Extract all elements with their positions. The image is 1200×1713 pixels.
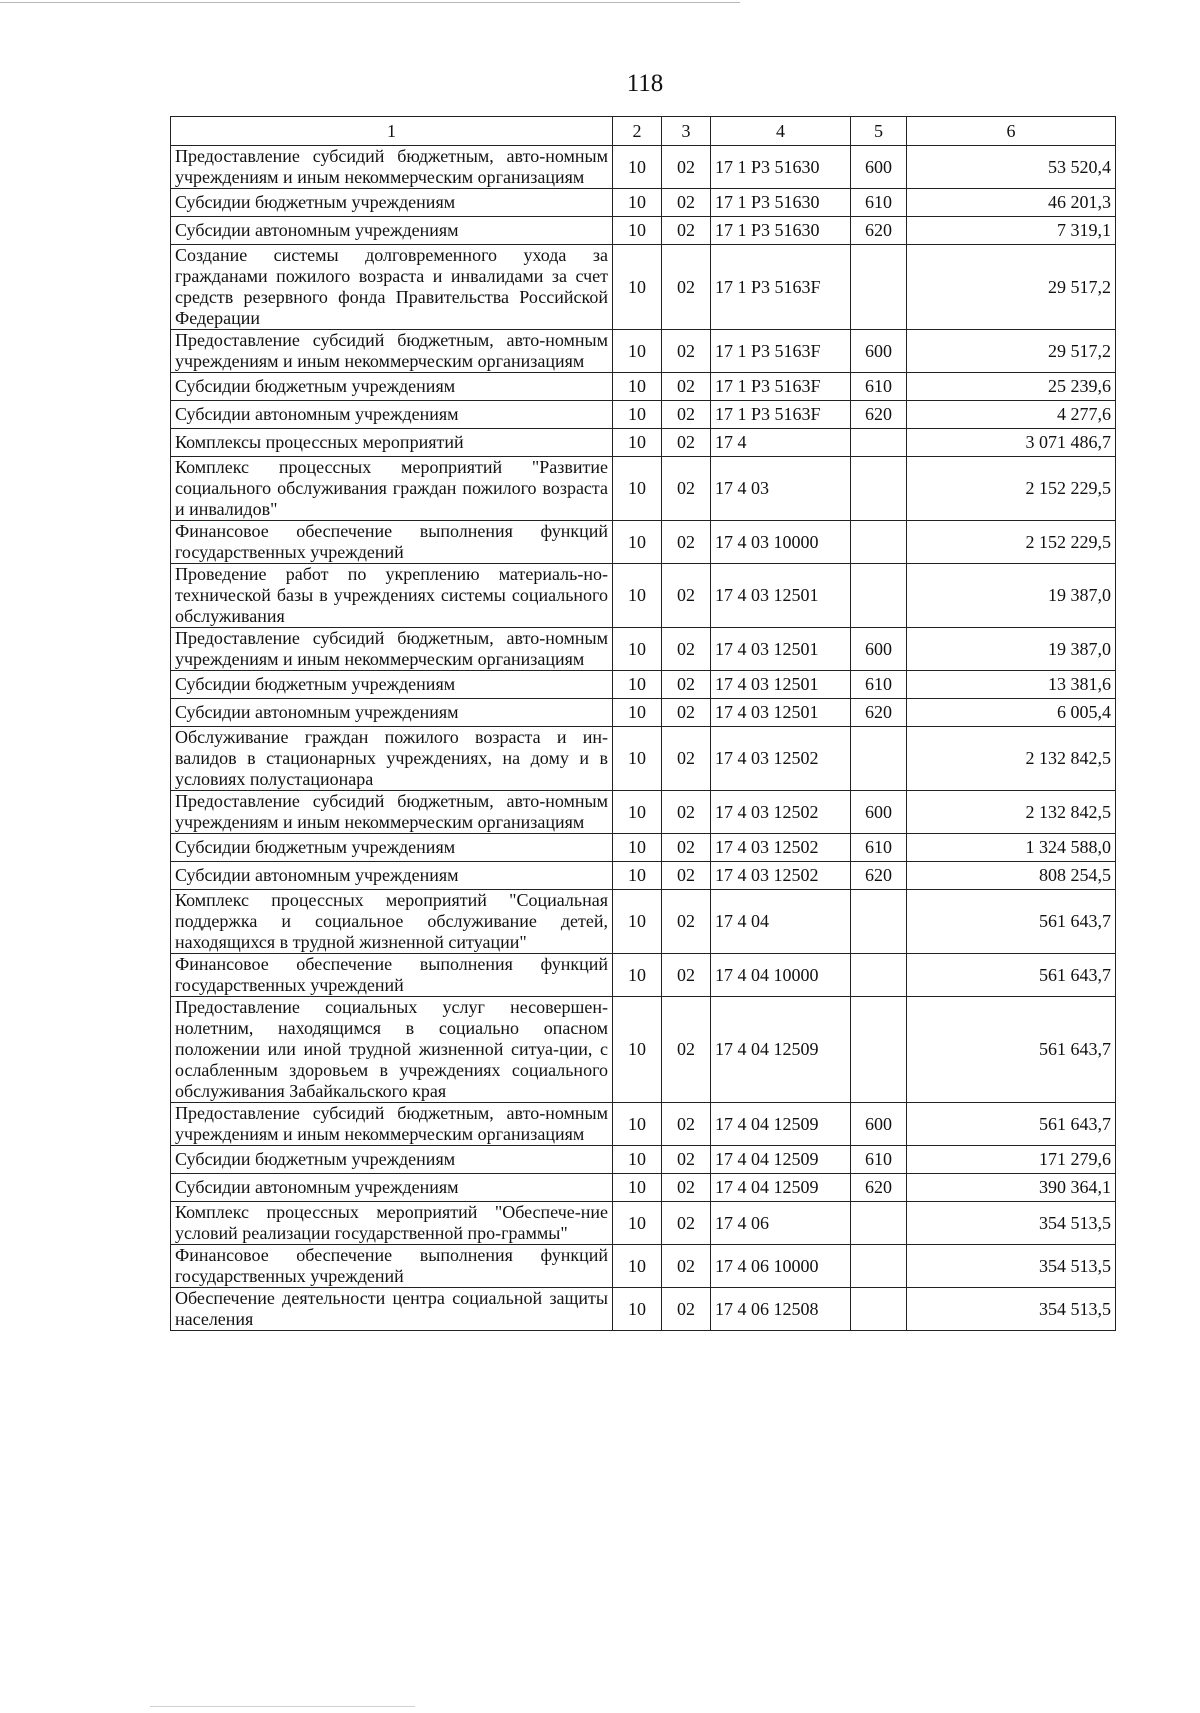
cell-expense-type: 620 xyxy=(851,699,907,727)
cell-subsection: 02 xyxy=(662,330,711,373)
cell-amount: 6 005,4 xyxy=(907,699,1116,727)
cell-name: Субсидии автономным учреждениям xyxy=(171,1174,613,1202)
cell-name: Предоставление субсидий бюджетным, авто-номным учреждениям и иным некоммерческим организациям xyxy=(171,791,613,834)
cell-name: Предоставление субсидий бюджетным, авто-номным учреждениям и иным некоммерческим организациям xyxy=(171,628,613,671)
cell-subsection: 02 xyxy=(662,1288,711,1331)
cell-section: 10 xyxy=(613,521,662,564)
table-row xyxy=(171,834,1116,862)
cell-section: 10 xyxy=(613,671,662,699)
cell-amount: 390 364,1 xyxy=(907,1174,1116,1202)
cell-amount: 171 279,6 xyxy=(907,1146,1116,1174)
table-row xyxy=(171,373,1116,401)
cell-amount: 561 643,7 xyxy=(907,997,1116,1103)
cell-name: Проведение работ по укреплению материаль-но-технической базы в учреждениях системы социального обслуживания xyxy=(171,564,613,628)
cell-target-article: 17 4 04 12509 xyxy=(711,997,851,1103)
scan-edge-line xyxy=(150,1706,415,1707)
cell-expense-type xyxy=(851,429,907,457)
cell-target-article: 17 4 03 12502 xyxy=(711,791,851,834)
cell-section: 10 xyxy=(613,564,662,628)
cell-name: Субсидии автономным учреждениям xyxy=(171,217,613,245)
cell-section: 10 xyxy=(613,401,662,429)
cell-name: Комплексы процессных мероприятий xyxy=(171,429,613,457)
cell-name: Предоставление социальных услуг несовершен-нолетним, находящимся в социально опасном положении или иной трудной жизненной ситуа-ции, с ослабленным здоровьем в учреждениях социального обслуживания Забайкальского края xyxy=(171,997,613,1103)
cell-subsection: 02 xyxy=(662,217,711,245)
cell-target-article: 17 4 03 xyxy=(711,457,851,521)
cell-amount: 808 254,5 xyxy=(907,862,1116,890)
table-row xyxy=(171,1146,1116,1174)
cell-subsection: 02 xyxy=(662,373,711,401)
cell-subsection: 02 xyxy=(662,890,711,954)
cell-expense-type: 610 xyxy=(851,189,907,217)
cell-subsection: 02 xyxy=(662,429,711,457)
cell-expense-type: 610 xyxy=(851,671,907,699)
cell-expense-type: 620 xyxy=(851,1174,907,1202)
table-row xyxy=(171,429,1116,457)
cell-section: 10 xyxy=(613,1146,662,1174)
cell-expense-type: 600 xyxy=(851,628,907,671)
cell-target-article: 17 1 Р3 51630 xyxy=(711,189,851,217)
table-row xyxy=(171,727,1116,791)
cell-expense-type: 610 xyxy=(851,373,907,401)
cell-amount: 3 071 486,7 xyxy=(907,429,1116,457)
cell-expense-type xyxy=(851,954,907,997)
cell-expense-type xyxy=(851,1202,907,1245)
column-header-section: 2 xyxy=(613,117,662,146)
cell-target-article: 17 4 04 10000 xyxy=(711,954,851,997)
cell-target-article: 17 4 03 12501 xyxy=(711,699,851,727)
cell-subsection: 02 xyxy=(662,997,711,1103)
cell-amount: 25 239,6 xyxy=(907,373,1116,401)
cell-subsection: 02 xyxy=(662,401,711,429)
table-row xyxy=(171,564,1116,628)
cell-amount: 561 643,7 xyxy=(907,954,1116,997)
cell-target-article: 17 4 03 12501 xyxy=(711,564,851,628)
cell-section: 10 xyxy=(613,1103,662,1146)
cell-name: Финансовое обеспечение выполнения функций государственных учреждений xyxy=(171,954,613,997)
cell-target-article: 17 4 03 12502 xyxy=(711,862,851,890)
cell-amount: 2 132 842,5 xyxy=(907,727,1116,791)
scan-edge-line xyxy=(0,2,740,3)
table-row xyxy=(171,1202,1116,1245)
table-row xyxy=(171,217,1116,245)
cell-name: Комплекс процессных мероприятий "Обеспече-ние условий реализации государственной про-граммы" xyxy=(171,1202,613,1245)
cell-expense-type xyxy=(851,245,907,330)
table-row xyxy=(171,862,1116,890)
table-row xyxy=(171,890,1116,954)
cell-expense-type: 610 xyxy=(851,834,907,862)
cell-amount: 1 324 588,0 xyxy=(907,834,1116,862)
cell-section: 10 xyxy=(613,429,662,457)
cell-section: 10 xyxy=(613,457,662,521)
cell-section: 10 xyxy=(613,954,662,997)
cell-expense-type xyxy=(851,1245,907,1288)
cell-section: 10 xyxy=(613,373,662,401)
cell-amount: 29 517,2 xyxy=(907,330,1116,373)
cell-name: Обслуживание граждан пожилого возраста и ин-валидов в стационарных учреждениях, на дому и в условиях полустационара xyxy=(171,727,613,791)
cell-expense-type: 620 xyxy=(851,862,907,890)
cell-section: 10 xyxy=(613,699,662,727)
cell-section: 10 xyxy=(613,628,662,671)
cell-name: Создание системы долговременного ухода за гражданами пожилого возраста и инвалидами за счет средств резервного фонда Правительства Российской Федерации xyxy=(171,245,613,330)
cell-subsection: 02 xyxy=(662,1245,711,1288)
cell-section: 10 xyxy=(613,189,662,217)
column-header-amount: 6 xyxy=(907,117,1116,146)
cell-target-article: 17 4 04 12509 xyxy=(711,1103,851,1146)
table-row xyxy=(171,699,1116,727)
cell-subsection: 02 xyxy=(662,671,711,699)
table-row xyxy=(171,671,1116,699)
cell-name: Комплекс процессных мероприятий "Развитие социального обслуживания граждан пожилого возраста и инвалидов" xyxy=(171,457,613,521)
cell-subsection: 02 xyxy=(662,628,711,671)
table-row xyxy=(171,1174,1116,1202)
cell-amount: 2 132 842,5 xyxy=(907,791,1116,834)
cell-amount: 561 643,7 xyxy=(907,890,1116,954)
cell-target-article: 17 1 Р3 5163F xyxy=(711,330,851,373)
cell-target-article: 17 4 03 12502 xyxy=(711,834,851,862)
cell-amount: 354 513,5 xyxy=(907,1202,1116,1245)
cell-amount: 7 319,1 xyxy=(907,217,1116,245)
cell-amount: 2 152 229,5 xyxy=(907,457,1116,521)
column-header-name: 1 xyxy=(171,117,613,146)
cell-subsection: 02 xyxy=(662,862,711,890)
cell-target-article: 17 4 03 12501 xyxy=(711,628,851,671)
cell-name: Обеспечение деятельности центра социальной защиты населения xyxy=(171,1288,613,1331)
cell-expense-type: 600 xyxy=(851,330,907,373)
cell-name: Субсидии бюджетным учреждениям xyxy=(171,671,613,699)
cell-name: Предоставление субсидий бюджетным, авто-номным учреждениям и иным некоммерческим организациям xyxy=(171,330,613,373)
cell-amount: 53 520,4 xyxy=(907,146,1116,189)
cell-target-article: 17 4 03 12502 xyxy=(711,727,851,791)
table-row xyxy=(171,1245,1116,1288)
cell-target-article: 17 4 04 12509 xyxy=(711,1174,851,1202)
cell-name: Предоставление субсидий бюджетным, авто-номным учреждениям и иным некоммерческим организациям xyxy=(171,146,613,189)
cell-name: Субсидии автономным учреждениям xyxy=(171,862,613,890)
cell-name: Субсидии бюджетным учреждениям xyxy=(171,373,613,401)
cell-name: Субсидии автономным учреждениям xyxy=(171,401,613,429)
cell-subsection: 02 xyxy=(662,189,711,217)
cell-target-article: 17 4 xyxy=(711,429,851,457)
cell-subsection: 02 xyxy=(662,457,711,521)
cell-name: Предоставление субсидий бюджетным, авто-номным учреждениям и иным некоммерческим организациям xyxy=(171,1103,613,1146)
cell-section: 10 xyxy=(613,146,662,189)
cell-section: 10 xyxy=(613,997,662,1103)
cell-target-article: 17 1 Р3 5163F xyxy=(711,245,851,330)
cell-name: Субсидии автономным учреждениям xyxy=(171,699,613,727)
cell-section: 10 xyxy=(613,1288,662,1331)
cell-target-article: 17 4 06 xyxy=(711,1202,851,1245)
cell-expense-type xyxy=(851,890,907,954)
cell-subsection: 02 xyxy=(662,791,711,834)
table-row xyxy=(171,791,1116,834)
cell-name: Субсидии бюджетным учреждениям xyxy=(171,1146,613,1174)
cell-target-article: 17 4 03 10000 xyxy=(711,521,851,564)
cell-section: 10 xyxy=(613,330,662,373)
table-row xyxy=(171,146,1116,189)
cell-section: 10 xyxy=(613,1202,662,1245)
column-header-subsection: 3 xyxy=(662,117,711,146)
cell-target-article: 17 4 04 xyxy=(711,890,851,954)
cell-expense-type xyxy=(851,521,907,564)
table-row xyxy=(171,401,1116,429)
cell-section: 10 xyxy=(613,791,662,834)
cell-subsection: 02 xyxy=(662,699,711,727)
cell-amount: 354 513,5 xyxy=(907,1288,1116,1331)
cell-amount: 354 513,5 xyxy=(907,1245,1116,1288)
table-row xyxy=(171,521,1116,564)
cell-subsection: 02 xyxy=(662,146,711,189)
column-header-expense-type: 5 xyxy=(851,117,907,146)
cell-section: 10 xyxy=(613,890,662,954)
cell-expense-type: 620 xyxy=(851,401,907,429)
cell-name: Субсидии бюджетным учреждениям xyxy=(171,834,613,862)
cell-subsection: 02 xyxy=(662,1146,711,1174)
cell-subsection: 02 xyxy=(662,834,711,862)
cell-subsection: 02 xyxy=(662,564,711,628)
cell-expense-type xyxy=(851,997,907,1103)
cell-expense-type xyxy=(851,1288,907,1331)
cell-subsection: 02 xyxy=(662,245,711,330)
cell-subsection: 02 xyxy=(662,727,711,791)
cell-subsection: 02 xyxy=(662,954,711,997)
cell-expense-type: 600 xyxy=(851,791,907,834)
cell-section: 10 xyxy=(613,834,662,862)
cell-target-article: 17 4 03 12501 xyxy=(711,671,851,699)
cell-amount: 2 152 229,5 xyxy=(907,521,1116,564)
cell-expense-type: 620 xyxy=(851,217,907,245)
cell-subsection: 02 xyxy=(662,1103,711,1146)
cell-amount: 29 517,2 xyxy=(907,245,1116,330)
table-row xyxy=(171,245,1116,330)
cell-target-article: 17 4 06 10000 xyxy=(711,1245,851,1288)
column-header-target-article: 4 xyxy=(711,117,851,146)
cell-section: 10 xyxy=(613,245,662,330)
table-row xyxy=(171,457,1116,521)
cell-amount: 561 643,7 xyxy=(907,1103,1116,1146)
cell-name: Финансовое обеспечение выполнения функций государственных учреждений xyxy=(171,1245,613,1288)
cell-subsection: 02 xyxy=(662,1202,711,1245)
cell-expense-type: 610 xyxy=(851,1146,907,1174)
cell-section: 10 xyxy=(613,1245,662,1288)
cell-name: Субсидии бюджетным учреждениям xyxy=(171,189,613,217)
cell-expense-type xyxy=(851,727,907,791)
cell-name: Финансовое обеспечение выполнения функций государственных учреждений xyxy=(171,521,613,564)
table-header-row xyxy=(171,117,1116,146)
budget-table-body xyxy=(171,117,1116,1331)
cell-subsection: 02 xyxy=(662,521,711,564)
cell-section: 10 xyxy=(613,727,662,791)
table-row xyxy=(171,628,1116,671)
cell-target-article: 17 1 Р3 5163F xyxy=(711,401,851,429)
cell-target-article: 17 4 06 12508 xyxy=(711,1288,851,1331)
table-row xyxy=(171,997,1116,1103)
cell-target-article: 17 1 Р3 51630 xyxy=(711,146,851,189)
cell-target-article: 17 1 Р3 5163F xyxy=(711,373,851,401)
table-row xyxy=(171,330,1116,373)
table-row xyxy=(171,189,1116,217)
cell-amount: 46 201,3 xyxy=(907,189,1116,217)
cell-section: 10 xyxy=(613,1174,662,1202)
table-row xyxy=(171,954,1116,997)
cell-section: 10 xyxy=(613,862,662,890)
cell-expense-type: 600 xyxy=(851,1103,907,1146)
cell-name: Комплекс процессных мероприятий "Социальная поддержка и социальное обслуживание детей, находящихся в трудной жизненной ситуации" xyxy=(171,890,613,954)
cell-target-article: 17 1 Р3 51630 xyxy=(711,217,851,245)
cell-target-article: 17 4 04 12509 xyxy=(711,1146,851,1174)
cell-expense-type xyxy=(851,564,907,628)
cell-subsection: 02 xyxy=(662,1174,711,1202)
cell-section: 10 xyxy=(613,217,662,245)
cell-amount: 19 387,0 xyxy=(907,628,1116,671)
cell-amount: 4 277,6 xyxy=(907,401,1116,429)
table-row xyxy=(171,1288,1116,1331)
cell-expense-type: 600 xyxy=(851,146,907,189)
table-row xyxy=(171,1103,1116,1146)
cell-amount: 13 381,6 xyxy=(907,671,1116,699)
budget-table xyxy=(170,116,1116,1331)
page-number: 118 xyxy=(626,70,664,97)
cell-expense-type xyxy=(851,457,907,521)
cell-amount: 19 387,0 xyxy=(907,564,1116,628)
